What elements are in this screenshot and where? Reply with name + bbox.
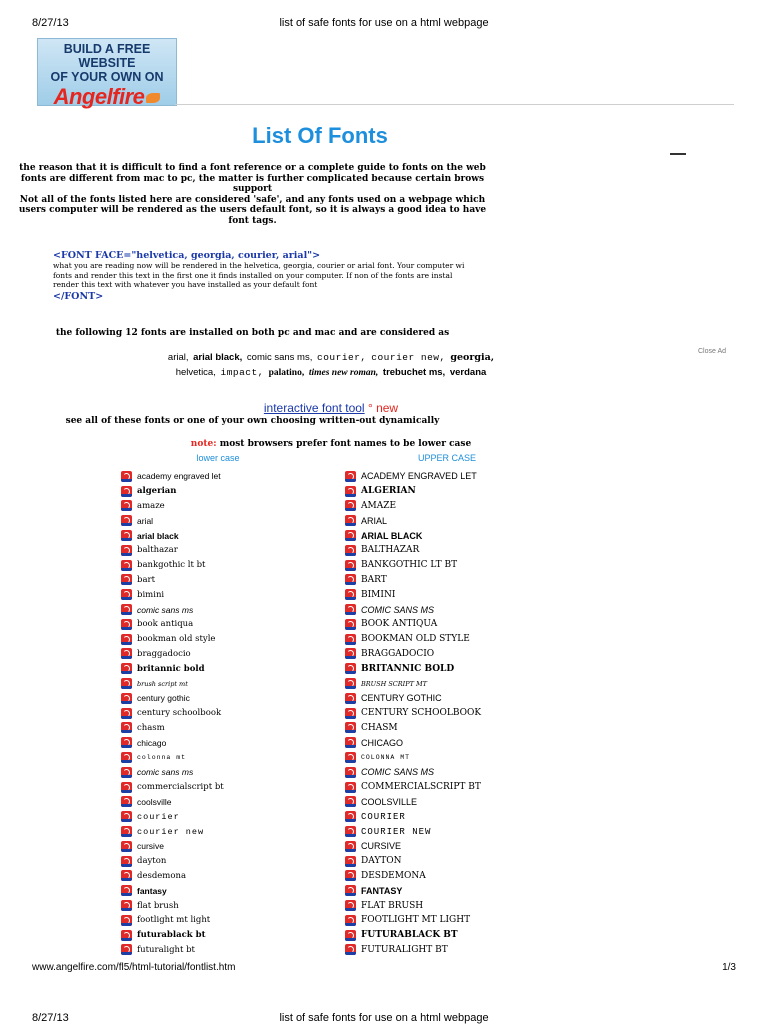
font-list-item bbox=[345, 721, 481, 736]
font-name: CENTURY SCHOOLBOOK bbox=[361, 708, 482, 719]
safe-font: courier, bbox=[317, 352, 367, 363]
font-name: BOOK ANTIQUA bbox=[361, 619, 438, 630]
font-list-item bbox=[121, 706, 224, 721]
font-name: academy engraved let bbox=[137, 471, 221, 482]
font-list-item bbox=[121, 839, 224, 854]
font-name: CHICAGO bbox=[361, 737, 404, 748]
font-list-item bbox=[345, 750, 481, 765]
font-icon bbox=[345, 708, 356, 719]
font-list-item bbox=[121, 573, 224, 588]
font-icon bbox=[121, 693, 132, 704]
font-list-item bbox=[345, 691, 481, 706]
font-icon bbox=[121, 604, 132, 615]
font-icon bbox=[345, 619, 356, 630]
font-list-item bbox=[121, 661, 224, 676]
font-name: fantasy bbox=[137, 885, 167, 896]
font-name: BALTHAZAR bbox=[361, 545, 420, 556]
font-name: COMMERCIALSCRIPT BT bbox=[361, 782, 481, 793]
font-list-item bbox=[345, 854, 481, 869]
font-icon bbox=[121, 515, 132, 526]
note-body: most browsers prefer font names to be lower case bbox=[216, 439, 472, 449]
font-icon bbox=[345, 930, 356, 941]
safe-fonts-line-2 bbox=[0, 367, 662, 378]
interactive-font-tool-link[interactable]: interactive font tool bbox=[263, 401, 365, 415]
font-list-item bbox=[121, 558, 224, 573]
font-name: algerian bbox=[137, 486, 177, 497]
font-tool-row bbox=[0, 401, 662, 415]
note-label: note: bbox=[190, 439, 217, 449]
font-icon bbox=[121, 930, 132, 941]
font-name: BRAGGADOCIO bbox=[361, 648, 435, 659]
font-icon bbox=[121, 619, 132, 630]
font-icon bbox=[345, 545, 356, 556]
font-list-item bbox=[345, 913, 481, 928]
font-icon bbox=[345, 530, 356, 541]
font-name: comic sans ms bbox=[137, 604, 194, 615]
font-list-item bbox=[121, 735, 224, 750]
font-name: ACADEMY ENGRAVED LET bbox=[361, 471, 477, 482]
font-icon bbox=[121, 574, 132, 585]
font-icon bbox=[345, 944, 356, 955]
font-list-item bbox=[345, 898, 481, 913]
font-icon bbox=[121, 708, 132, 719]
lower-case-column-header: lower case bbox=[196, 453, 240, 463]
font-icon bbox=[121, 589, 132, 600]
font-list-item bbox=[345, 558, 481, 573]
font-icon bbox=[345, 574, 356, 585]
font-icon bbox=[345, 693, 356, 704]
font-name: century gothic bbox=[137, 693, 190, 704]
font-name: footlight mt light bbox=[137, 915, 211, 926]
font-list-item bbox=[345, 809, 481, 824]
font-icon bbox=[121, 634, 132, 645]
safe-font: impact, bbox=[220, 367, 264, 378]
font-list-item bbox=[345, 632, 481, 647]
font-icon bbox=[121, 752, 132, 763]
font-list-item bbox=[121, 632, 224, 647]
font-list-item bbox=[121, 617, 224, 632]
header-divider bbox=[175, 104, 734, 105]
angelfire-ad-banner[interactable] bbox=[37, 38, 177, 109]
font-icon bbox=[345, 560, 356, 571]
font-list-item bbox=[121, 543, 224, 558]
font-icon bbox=[121, 737, 132, 748]
font-list-item bbox=[345, 647, 481, 662]
safe-font: courier new, bbox=[371, 352, 446, 363]
print-page-title: list of safe fonts for use on a html webpage bbox=[279, 17, 489, 29]
font-name: COURIER NEW bbox=[361, 826, 432, 837]
font-icon bbox=[345, 604, 356, 615]
note-text bbox=[0, 439, 662, 449]
font-list-item bbox=[345, 469, 481, 484]
safe-fonts-line-1 bbox=[0, 352, 662, 363]
font-list-item bbox=[345, 587, 481, 602]
font-list-item bbox=[121, 898, 224, 913]
font-name: flat brush bbox=[137, 900, 179, 911]
flame-icon bbox=[146, 93, 160, 103]
font-name: bimini bbox=[137, 589, 165, 600]
intro-line: Not all of the fonts listed here are considered 'safe', and any fonts used on a webpage which bbox=[19, 194, 486, 205]
font-list-item bbox=[345, 528, 481, 543]
font-icon bbox=[345, 900, 356, 911]
font-list-item bbox=[121, 469, 224, 484]
font-icon bbox=[121, 471, 132, 482]
font-list-item bbox=[345, 824, 481, 839]
font-name: braggadocio bbox=[137, 648, 191, 659]
font-icon bbox=[345, 678, 356, 689]
font-name: century schoolbook bbox=[137, 708, 222, 719]
font-tag-example-text bbox=[53, 261, 505, 290]
font-icon bbox=[121, 826, 132, 837]
safe-font: georgia, bbox=[450, 352, 495, 363]
font-name: BRUSH SCRIPT MT bbox=[361, 679, 427, 688]
font-list-item bbox=[345, 676, 481, 691]
font-list-item bbox=[121, 750, 224, 765]
font-name: arial bbox=[137, 515, 154, 526]
font-name: FUTURABLACK BT bbox=[361, 930, 458, 941]
font-icon bbox=[121, 663, 132, 674]
intro-line: users computer will be rendered as the users default font, so it is always a good idea to have bbox=[18, 205, 487, 215]
font-list-item bbox=[345, 602, 481, 617]
font-icon bbox=[345, 856, 356, 867]
font-list-item bbox=[121, 928, 224, 943]
font-list-item bbox=[121, 587, 224, 602]
font-name: DAYTON bbox=[361, 856, 402, 867]
font-icon bbox=[121, 500, 132, 511]
font-list-item bbox=[121, 721, 224, 736]
font-name: bart bbox=[137, 574, 155, 585]
font-icon bbox=[121, 841, 132, 852]
font-name: COURIER bbox=[361, 811, 406, 822]
safe-font: arial, bbox=[167, 352, 189, 363]
font-list-item bbox=[345, 765, 481, 780]
font-list-item bbox=[121, 528, 224, 543]
font-name: FUTURALIGHT BT bbox=[361, 944, 448, 955]
font-list-item bbox=[121, 883, 224, 898]
font-name: brush script mt bbox=[137, 679, 188, 688]
next-page-title: list of safe fonts for use on a html webpage bbox=[279, 1012, 489, 1024]
font-list-item bbox=[121, 602, 224, 617]
font-icon bbox=[345, 648, 356, 659]
safe-font: palatino, bbox=[268, 368, 305, 378]
font-list-item bbox=[345, 573, 481, 588]
font-list-item bbox=[121, 513, 224, 528]
ad-line-1: BUILD A FREE WEBSITE bbox=[63, 42, 151, 70]
font-list-item bbox=[345, 543, 481, 558]
font-list-item bbox=[345, 735, 481, 750]
safe-font: times new roman, bbox=[308, 368, 379, 378]
font-list-item bbox=[121, 869, 224, 884]
font-icon bbox=[345, 752, 356, 763]
font-icon bbox=[121, 900, 132, 911]
font-list-item bbox=[121, 499, 224, 514]
font-name: ARIAL bbox=[361, 515, 388, 526]
font-name: COLONNA MT bbox=[361, 754, 411, 762]
font-name: CURSIVE bbox=[361, 841, 402, 852]
page-title: List Of Fonts bbox=[252, 123, 388, 148]
font-icon bbox=[345, 870, 356, 881]
font-icon bbox=[345, 796, 356, 807]
font-name: desdemona bbox=[137, 870, 187, 881]
font-icon bbox=[345, 885, 356, 896]
font-list-item bbox=[121, 854, 224, 869]
font-icon bbox=[345, 722, 356, 733]
font-list-item bbox=[121, 809, 224, 824]
font-list-item bbox=[121, 780, 224, 795]
safe-font: helvetica, bbox=[175, 367, 216, 378]
print-date: 8/27/13 bbox=[32, 17, 69, 29]
font-name: COMIC SANS MS bbox=[361, 767, 435, 778]
safe-font: arial black, bbox=[193, 352, 243, 363]
print-footer-url: www.angelfire.com/fl5/html-tutorial/fontlist.htm bbox=[32, 962, 236, 973]
font-icon bbox=[345, 915, 356, 926]
new-badge: ° new bbox=[367, 401, 399, 415]
font-name: courier bbox=[137, 811, 180, 822]
font-name: bankgothic lt bt bbox=[137, 560, 206, 571]
font-icon bbox=[121, 796, 132, 807]
font-name: arial black bbox=[137, 530, 179, 541]
font-icon bbox=[345, 500, 356, 511]
font-list-item bbox=[345, 484, 481, 499]
font-icon bbox=[345, 515, 356, 526]
font-icon bbox=[121, 648, 132, 659]
font-icon bbox=[345, 737, 356, 748]
font-name: cursive bbox=[137, 841, 164, 852]
safe-font: comic sans ms, bbox=[246, 352, 313, 363]
font-name: coolsville bbox=[137, 796, 172, 807]
font-list-item bbox=[121, 691, 224, 706]
intro-line: fonts are different from mac to pc, the matter is further complicated because certain brows bbox=[20, 173, 485, 184]
font-name: COMIC SANS MS bbox=[361, 604, 435, 615]
font-list-item bbox=[345, 513, 481, 528]
font-name: balthazar bbox=[137, 545, 178, 556]
font-icon bbox=[121, 782, 132, 793]
font-icon bbox=[121, 915, 132, 926]
font-list-item bbox=[345, 869, 481, 884]
font-icon bbox=[121, 856, 132, 867]
font-name: comic sans ms bbox=[137, 767, 194, 778]
font-name: courier new bbox=[137, 826, 205, 837]
font-tag-close: </FONT> bbox=[53, 291, 104, 302]
ad-brand-text: Angelfire bbox=[53, 84, 145, 109]
font-name: CENTURY GOTHIC bbox=[361, 693, 442, 704]
font-icon bbox=[345, 782, 356, 793]
font-name: futurablack bt bbox=[137, 930, 206, 941]
font-list-item bbox=[121, 676, 224, 691]
font-name: BART bbox=[361, 574, 387, 585]
font-list-item bbox=[345, 617, 481, 632]
font-icon bbox=[121, 678, 132, 689]
font-icon bbox=[121, 811, 132, 822]
font-icon bbox=[345, 471, 356, 482]
font-name: commercialscript bt bbox=[137, 782, 224, 793]
intro-line: the reason that it is difficult to find a font reference or a complete guide to fonts on the web bbox=[19, 163, 486, 173]
font-name: ALGERIAN bbox=[361, 486, 416, 497]
lower-case-font-list bbox=[121, 469, 224, 957]
font-icon bbox=[345, 634, 356, 645]
close-ad-link[interactable]: Close Ad bbox=[698, 348, 727, 355]
font-list-item bbox=[345, 780, 481, 795]
font-name: colonna mt bbox=[137, 754, 187, 762]
font-icon bbox=[345, 663, 356, 674]
font-icon bbox=[121, 486, 132, 497]
font-name: chasm bbox=[137, 722, 165, 733]
font-name: chicago bbox=[137, 737, 167, 748]
font-icon bbox=[345, 811, 356, 822]
font-name: AMAZE bbox=[361, 500, 397, 511]
ad-line-2: OF YOUR OWN ON bbox=[50, 70, 164, 84]
font-list-item bbox=[121, 765, 224, 780]
font-tag-open: <FONT FACE="helvetica, georgia, courier, arial"> bbox=[53, 250, 321, 261]
font-list-item bbox=[121, 795, 224, 810]
font-list-item bbox=[345, 795, 481, 810]
font-name: FANTASY bbox=[361, 885, 403, 896]
intro-line: support bbox=[232, 184, 273, 194]
font-name: book antiqua bbox=[137, 619, 194, 630]
example-line: render this text with whatever you have installed as your default font bbox=[53, 280, 318, 290]
font-name: dayton bbox=[137, 856, 167, 867]
see-all-text: see all of these fonts or one of your own choosing written-out dynamically bbox=[65, 416, 440, 426]
font-icon bbox=[345, 767, 356, 778]
font-icon bbox=[345, 486, 356, 497]
upper-case-column-header: UPPER CASE bbox=[417, 453, 477, 463]
font-list-item bbox=[121, 943, 224, 958]
font-list-item bbox=[345, 943, 481, 958]
example-line: fonts and render this text in the first one it finds installed on your computer. If non of the fonts are instal bbox=[53, 270, 453, 280]
safe-fonts-intro: the following 12 fonts are installed on both pc and mac and are considered as bbox=[55, 328, 450, 338]
font-name: futuralight bt bbox=[137, 944, 195, 955]
font-name: BIMINI bbox=[361, 589, 396, 600]
print-page-number: 1/3 bbox=[722, 962, 736, 973]
intro-paragraph bbox=[0, 163, 505, 226]
font-name: bookman old style bbox=[137, 634, 216, 645]
font-name: DESDEMONA bbox=[361, 870, 426, 881]
font-icon bbox=[345, 826, 356, 837]
font-name: BANKGOTHIC LT BT bbox=[361, 560, 458, 571]
font-name: CHASM bbox=[361, 722, 398, 733]
font-list-item bbox=[345, 928, 481, 943]
font-icon bbox=[121, 560, 132, 571]
font-icon bbox=[121, 767, 132, 778]
font-list-item bbox=[345, 661, 481, 676]
font-icon bbox=[121, 530, 132, 541]
font-list-item bbox=[345, 499, 481, 514]
font-name: FLAT BRUSH bbox=[361, 900, 424, 911]
upper-case-font-list bbox=[345, 469, 481, 957]
font-icon bbox=[121, 870, 132, 881]
font-name: ARIAL BLACK bbox=[361, 530, 423, 541]
font-name: BOOKMAN OLD STYLE bbox=[361, 634, 470, 645]
font-name: britannic bold bbox=[137, 663, 205, 674]
font-list-item bbox=[121, 913, 224, 928]
font-icon bbox=[345, 841, 356, 852]
next-page-date: 8/27/13 bbox=[32, 1012, 69, 1024]
font-list-item bbox=[345, 839, 481, 854]
intro-line: font tags. bbox=[228, 215, 277, 226]
safe-font: trebuchet ms, bbox=[382, 367, 446, 378]
font-icon bbox=[345, 589, 356, 600]
safe-font: verdana bbox=[449, 367, 487, 378]
font-icon bbox=[121, 545, 132, 556]
font-list-item bbox=[121, 824, 224, 839]
ad-brand-logo bbox=[38, 84, 176, 110]
font-name: BRITANNIC BOLD bbox=[361, 663, 455, 674]
font-name: FOOTLIGHT MT LIGHT bbox=[361, 915, 471, 926]
font-list-item bbox=[345, 883, 481, 898]
font-icon bbox=[121, 722, 132, 733]
font-icon bbox=[121, 944, 132, 955]
font-name: amaze bbox=[137, 500, 165, 511]
font-name: COOLSVILLE bbox=[361, 796, 418, 807]
font-list-item bbox=[345, 706, 481, 721]
example-line: what you are reading now will be rendered in the helvetica, georgia, courier or arial font. Your computer wi bbox=[53, 261, 465, 270]
font-list-item bbox=[121, 484, 224, 499]
font-icon bbox=[121, 885, 132, 896]
font-list-item bbox=[121, 647, 224, 662]
decorative-mark bbox=[670, 153, 686, 155]
